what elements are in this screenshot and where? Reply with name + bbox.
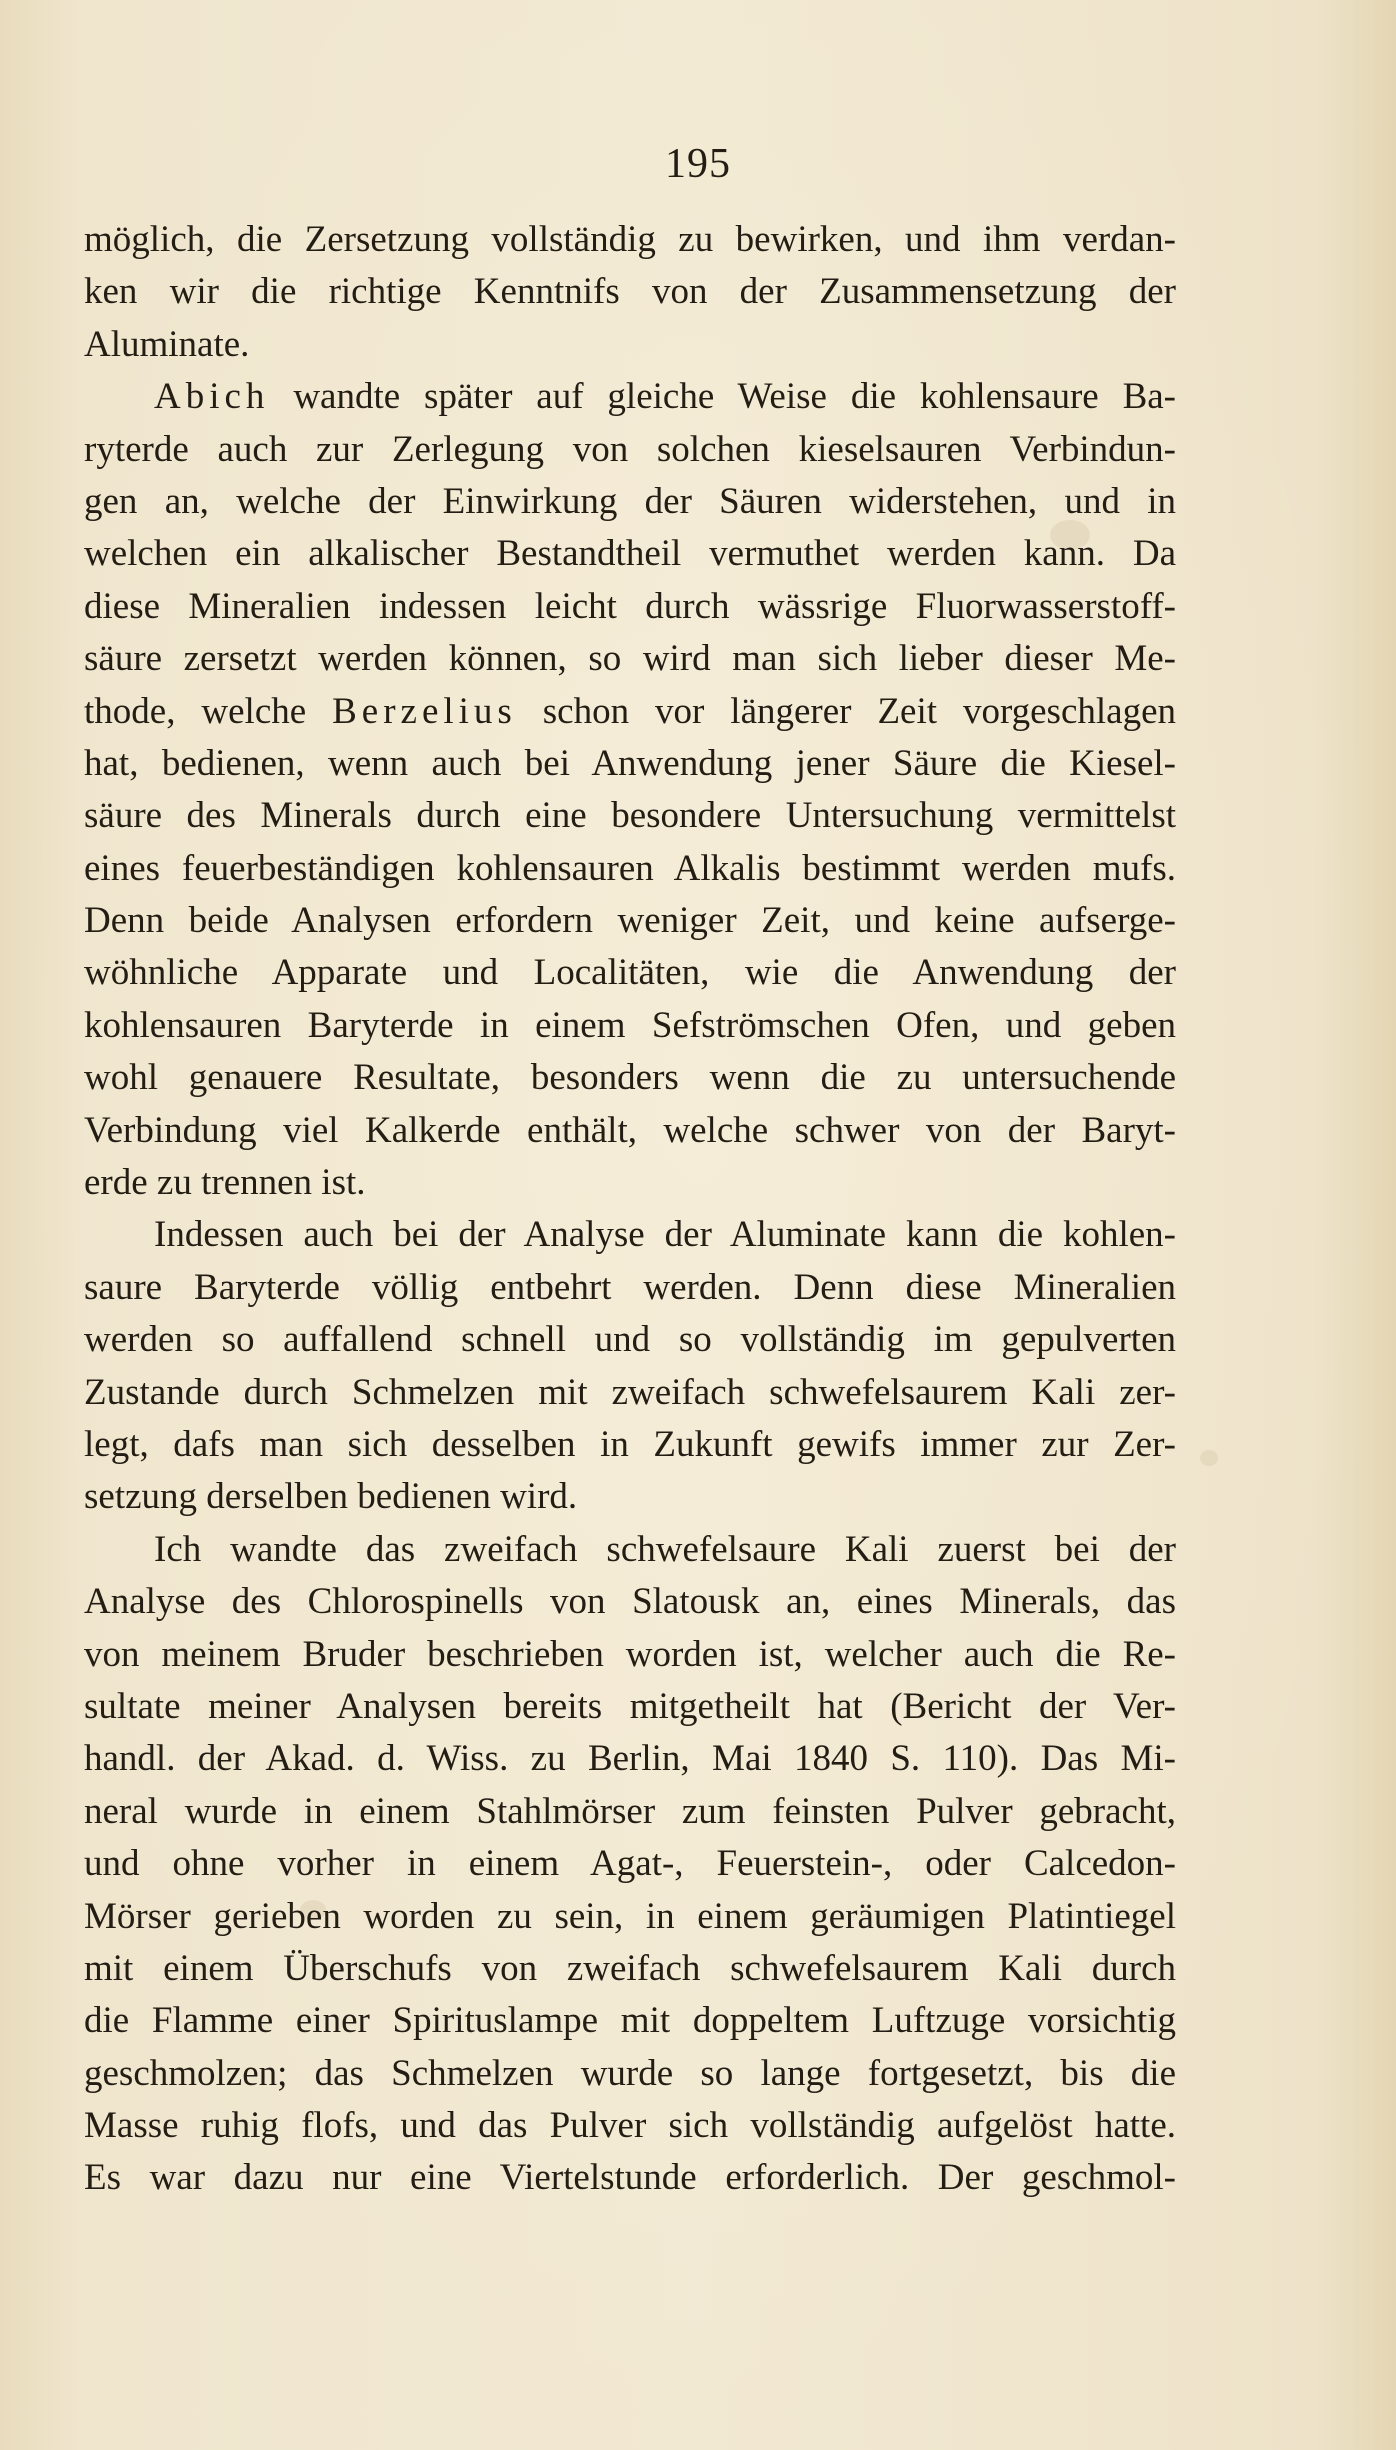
- text-line: diese Mineralien indessen leicht durch wässrige Fluorwasserstoff-: [84, 585, 1176, 627]
- text-line: Es war dazu nur eine Viertelstunde erforderlich. Der geschmol-: [84, 2157, 1176, 2199]
- text-line: säure des Minerals durch eine besondere Untersuchung vermittelst: [84, 795, 1176, 837]
- text-line: Mörser gerieben worden zu sein, in einem geräumigen Platintiegel: [84, 1895, 1176, 1937]
- line-text: schon vor längerer Zeit vorgeschlagen: [516, 690, 1176, 732]
- body-text: [84, 214, 1176, 2205]
- text-line: hat, bedienen, wenn auch bei Anwendung jener Säure die Kiesel-: [84, 742, 1176, 784]
- text-line: wohl genauere Resultate, besonders wenn die zu untersuchende: [84, 1057, 1176, 1099]
- author-name-berzelius: Berzelius: [332, 690, 517, 732]
- text-line: [84, 371, 1176, 423]
- text-line: Verbindung viel Kalkerde enthält, welche schwer von der Baryt-: [84, 1109, 1176, 1151]
- text-line: möglich, die Zersetzung vollständig zu bewirken, und ihm verdan-: [84, 219, 1176, 260]
- text-line: von meinem Bruder beschrieben worden ist, welcher auch die Re-: [84, 1633, 1176, 1675]
- text-line: Zustande durch Schmelzen mit zweifach schwefelsaurem Kali zer-: [84, 1371, 1176, 1413]
- text-line: Ich wandte das zweifach schwefelsaure Kali zuerst bei der: [154, 1528, 1176, 1570]
- text-line: erde zu trennen ist.: [84, 1162, 366, 1204]
- page-number: 195: [665, 141, 731, 187]
- text-line: wöhnliche Apparate und Localitäten, wie die Anwendung der: [84, 952, 1176, 994]
- text-line: kohlensauren Baryterde in einem Sefströmschen Ofen, und geben: [84, 1004, 1176, 1046]
- line-text: wandte später auf gleiche Weise die kohlensaure Ba-: [269, 376, 1176, 418]
- text-line: und ohne vorher in einem Agat-, Feuerstein-, oder Calcedon-: [84, 1843, 1176, 1885]
- text-line: geschmolzen; das Schmelzen wurde so lange fortgesetzt, bis die: [84, 2052, 1176, 2094]
- text-line: säure zersetzt werden können, so wird man sich lieber dieser Me-: [84, 638, 1176, 680]
- text-line: gen an, welche der Einwirkung der Säuren widerstehen, und in: [84, 480, 1176, 522]
- text-line: handl. der Akad. d. Wiss. zu Berlin, Mai 1840 S. 110). Das Mi-: [84, 1738, 1176, 1780]
- text-line: die Flamme einer Spirituslampe mit doppeltem Luftzuge vorsichtig: [84, 2000, 1176, 2042]
- text-line: legt, dafs man sich desselben in Zukunft gewifs immer zur Zer-: [84, 1423, 1176, 1465]
- paper-stain: [1200, 1450, 1218, 1466]
- text-line: werden so auffallend schnell und so vollständig im gepulverten: [84, 1319, 1176, 1361]
- text-line: Denn beide Analysen erfordern weniger Zeit, und keine aufserge-: [84, 900, 1176, 942]
- text-line: Masse ruhig flofs, und das Pulver sich vollständig aufgelöst hatte.: [84, 2105, 1176, 2147]
- text-line: saure Baryterde völlig entbehrt werden. Denn diese Mineralien: [84, 1266, 1176, 1308]
- text-line: neral wurde in einem Stahlmörser zum feinsten Pulver gebracht,: [84, 1790, 1176, 1832]
- text-line: ryterde auch zur Zerlegung von solchen kieselsauren Verbindun-: [84, 428, 1176, 470]
- text-line: [84, 686, 1176, 738]
- text-line: mit einem Überschufs von zweifach schwefelsaurem Kali durch: [84, 1947, 1176, 1989]
- text-line: Analyse des Chlorospinells von Slatousk an, eines Minerals, das: [84, 1581, 1176, 1623]
- text-line: Indessen auch bei der Analyse der Aluminate kann die kohlen-: [154, 1214, 1176, 1256]
- text-line: welchen ein alkalischer Bestandtheil vermuthet werden kann. Da: [84, 533, 1176, 575]
- text-line: Aluminate.: [84, 323, 250, 365]
- text-line: setzung derselben bedienen wird.: [84, 1476, 578, 1518]
- text-line: ken wir die richtige Kenntnifs von der Zusammensetzung der: [84, 271, 1176, 313]
- text-line: sultate meiner Analysen bereits mitgetheilt hat (Bericht der Ver-: [84, 1685, 1176, 1727]
- text-line: eines feuerbeständigen kohlensauren Alkalis bestimmt werden mufs.: [84, 847, 1176, 889]
- author-name-abich: Abich: [154, 376, 270, 418]
- line-text: thode, welche: [84, 690, 333, 732]
